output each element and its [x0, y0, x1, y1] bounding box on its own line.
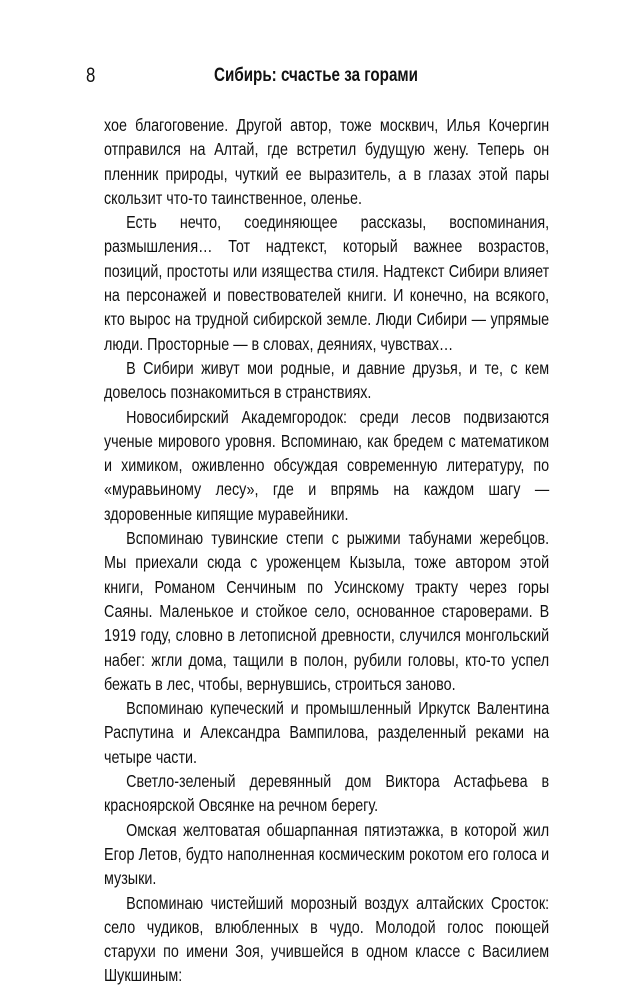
paragraph: Вспоминаю купеческий и промышленный Иркутск Валентина Распутина и Александра Вампилова, разделенный реками на четыре части.: [104, 698, 550, 767]
paragraph-continued: хое благоговение. Другой автор, тоже москвич, Илья Кочергин отправился на Алтай, где встретил будущую жену. Теперь он пленник природы, чуткий ее выразитель, а в глазах этой пары скользит что-то таинственное, оленье.: [104, 115, 550, 208]
paragraph: Есть нечто, соединяющее рассказы, воспоминания, размышления… Тот надтекст, который важнее возрастов, позиций, простоты или изящества стиля. Надтекст Сибири влияет на персонажей и повествователей книги. И конечно, на всякого, кто вырос на трудной сибирской земле. Люди Сибири — упрямые люди. Просторные — в словах, деяниях, чувствах…: [104, 212, 550, 354]
paragraph: Вспоминаю тувинские степи с рыжими табунами жеребцов. Мы приехали сюда с уроженцем Кызыла, тоже автором этой книги, Романом Сенчиным по Усинскому тракту через горы Саяны. Маленькое и стойкое село, основанное староверами. В 1919 году, словно в летописной древности, случился монгольский набег: жгли дома, тащили в полон, рубили головы, кто-то успел бежать в лес, чтобы, вернувшись, строиться заново.: [104, 528, 550, 694]
page-header: [86, 64, 546, 88]
paragraph: Вспоминаю чистейший морозный воздух алтайских Сросток: село чудиков, влюбленных в чудо. Молодой голос поющей старухи по имени Зоя, учившейся в одном классе с Василием Шукшиным:: [104, 892, 550, 986]
paragraph: Омская желтоватая обшарпанная пятиэтажка, в которой жил Егор Летов, будто наполненная космическим рокотом его голоса и музыки.: [104, 819, 550, 889]
paragraph: Новосибирский Академгородок: среди лесов подвизаются ученые мирового уровня. Вспоминаю, как бредем с математиком и химиком, оживленно обсуждая современную литературу, по «муравьиному лесу», где и впрямь на каждом шагу — здоровенные кипящие муравейники.: [104, 406, 550, 524]
paragraph: Светло-зеленый деревянный дом Виктора Астафьева в красноярской Овсянке на речном берегу.: [104, 771, 550, 816]
page-number: 8: [86, 64, 96, 87]
paragraph: В Сибири живут мои родные, и давние друзья, и те, с кем довелось познакомиться в странствиях.: [104, 357, 550, 403]
body-text: [104, 113, 549, 988]
running-title: Сибирь: счастье за горами: [214, 65, 418, 86]
